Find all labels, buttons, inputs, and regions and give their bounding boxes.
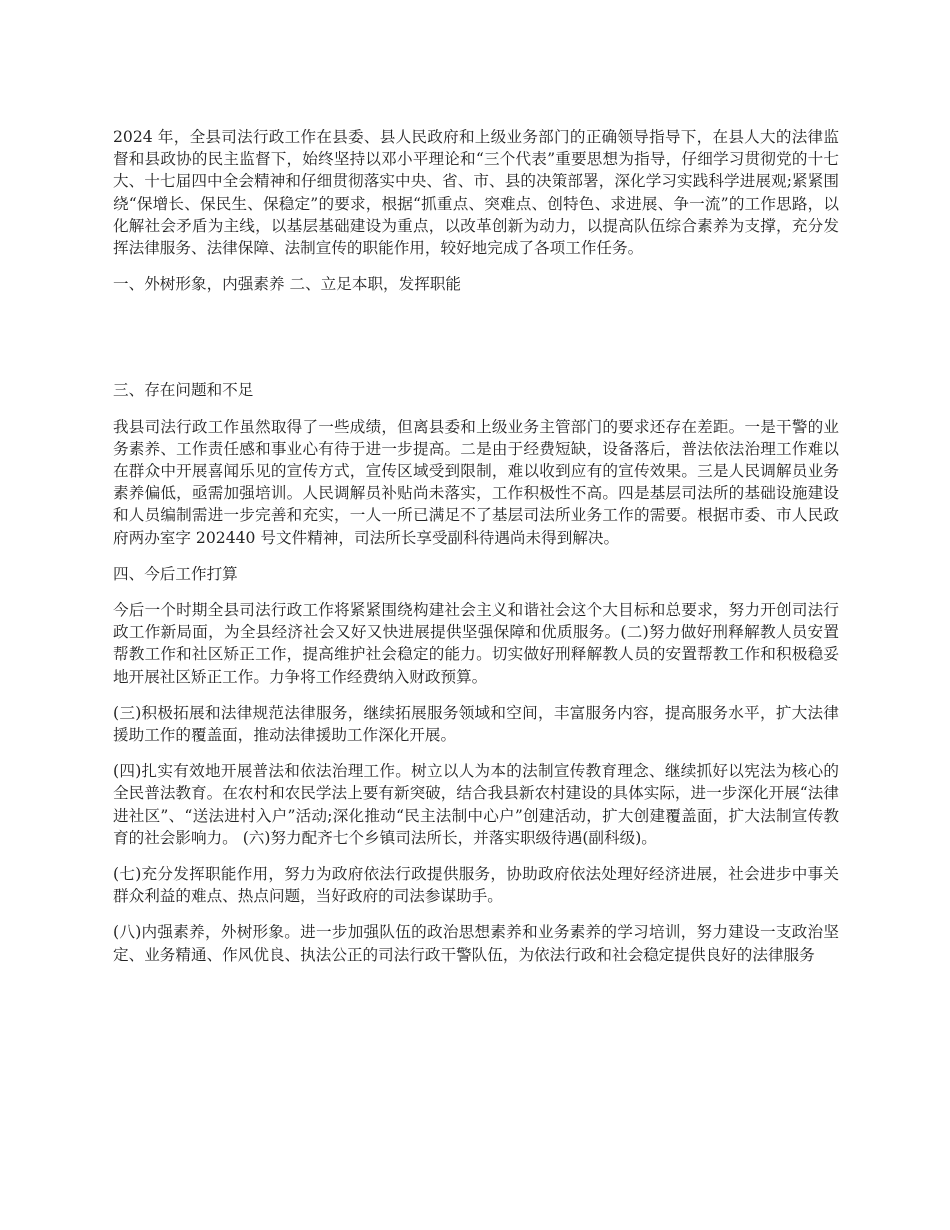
blank-space: [113, 309, 839, 379]
plan-intro-paragraph: 今后一个时期全县司法行政工作将紧紧围绕构建社会主义和谐社会这个大目标和总要求，努力开创司法行政工作新局面，为全县经济社会又好又快进展提供坚强保障和优质服务。(二)努力做好刑释解教人员安置帮教工作和社区矫正工作，提高维护社会稳定的能力。切实做好刑释解教人员的安置帮教工作和积极稳妥地开展社区矫正工作。力争将工作经费纳入财政预算。: [113, 601, 839, 686]
section-heading-4: 四、今后工作打算: [113, 564, 238, 583]
intro-paragraph: 2024 年，全县司法行政工作在县委、县人民政府和上级业务部门的正确领导指导下，在县人大的法律监督和县政协的民主监督下，始终坚持以邓小平理论和“三个代表”重要思想为指导，仔细学习贯彻党的十七大、十七届四中全会精神和仔细贯彻落实中央、省、市、县的决策部署，深化学习实践科学进展观;紧紧围绕“保增长、保民生、保稳定”的要求，根据“抓重点、突难点、创特色、求进展、争一流”的工作思路，以化解社会矛盾为主线，以基层基础建设为重点，以改革创新为动力，以提高队伍综合素养为支撑，充分发挥法律服务、法律保障、法制宣传的职能作用，较好地完成了各项工作任务。: [113, 128, 839, 258]
section-heading-1-2: 一、外树形象，内强素养 二、立足本职，发挥职能: [113, 275, 462, 294]
plan-item-3: (三)积极拓展和法律规范法律服务，继续拓展服务领域和空间，丰富服务内容，提高服务水平，扩大法律援助工作的覆盖面，推动法律援助工作深化开展。: [113, 703, 839, 745]
problems-paragraph: 我县司法行政工作虽然取得了一些成绩，但离县委和上级业务主管部门的要求还存在差距。一是干警的业务素养、工作责任感和事业心有待于进一步提高。二是由于经费短缺，设备落后，普法依法治理工作难以在群众中开展喜闻乐见的宣传方式，宣传区域受到限制，难以收到应有的宣传效果。三是人民调解员业务素养偏低，亟需加强培训。人民调解员补贴尚未落实，工作积极性不高。四是基层司法所的基础设施建设和人员编制需进一步完善和充实，一人一所已满足不了基层司法所业务工作的需要。根据市委、市人民政府两办室字 202440 号文件精神，司法所长享受副科待遇尚未得到解决。: [113, 417, 839, 547]
plan-item-8: (八)内强素养，外树形象。进一步加强队伍的政治思想素养和业务素养的学习培训，努力建设一支政治坚定、业务精通、作风优良、执法公正的司法行政干警队伍，为依法行政和社会稳定提供良好的法律服务: [113, 923, 839, 964]
section-heading-3: 三、存在问题和不足: [113, 381, 254, 400]
plan-item-4: (四)扎实有效地开展普法和依法治理工作。树立以人为本的法制宣传教育理念、继续抓好以宪法为核心的全民普法教育。在农村和农民学法上要有新突破，结合我县新农村建设的具体实际，进一步深化开展“法律进社区”、“送法进村入户”活动;深化推动“民主法制中心户”创建活动，扩大创建覆盖面，扩大法制宣传教育的社会影响力。 (六)努力配齐七个乡镇司法所长，并落实职级待遇(副科级)。: [113, 762, 839, 847]
plan-item-7: (七)充分发挥职能作用，努力为政府依法行政提供服务，协助政府依法处理好经济进展，社会进步中事关群众利益的难点、热点问题，当好政府的司法参谋助手。: [113, 865, 839, 906]
document-body: [113, 126, 839, 980]
